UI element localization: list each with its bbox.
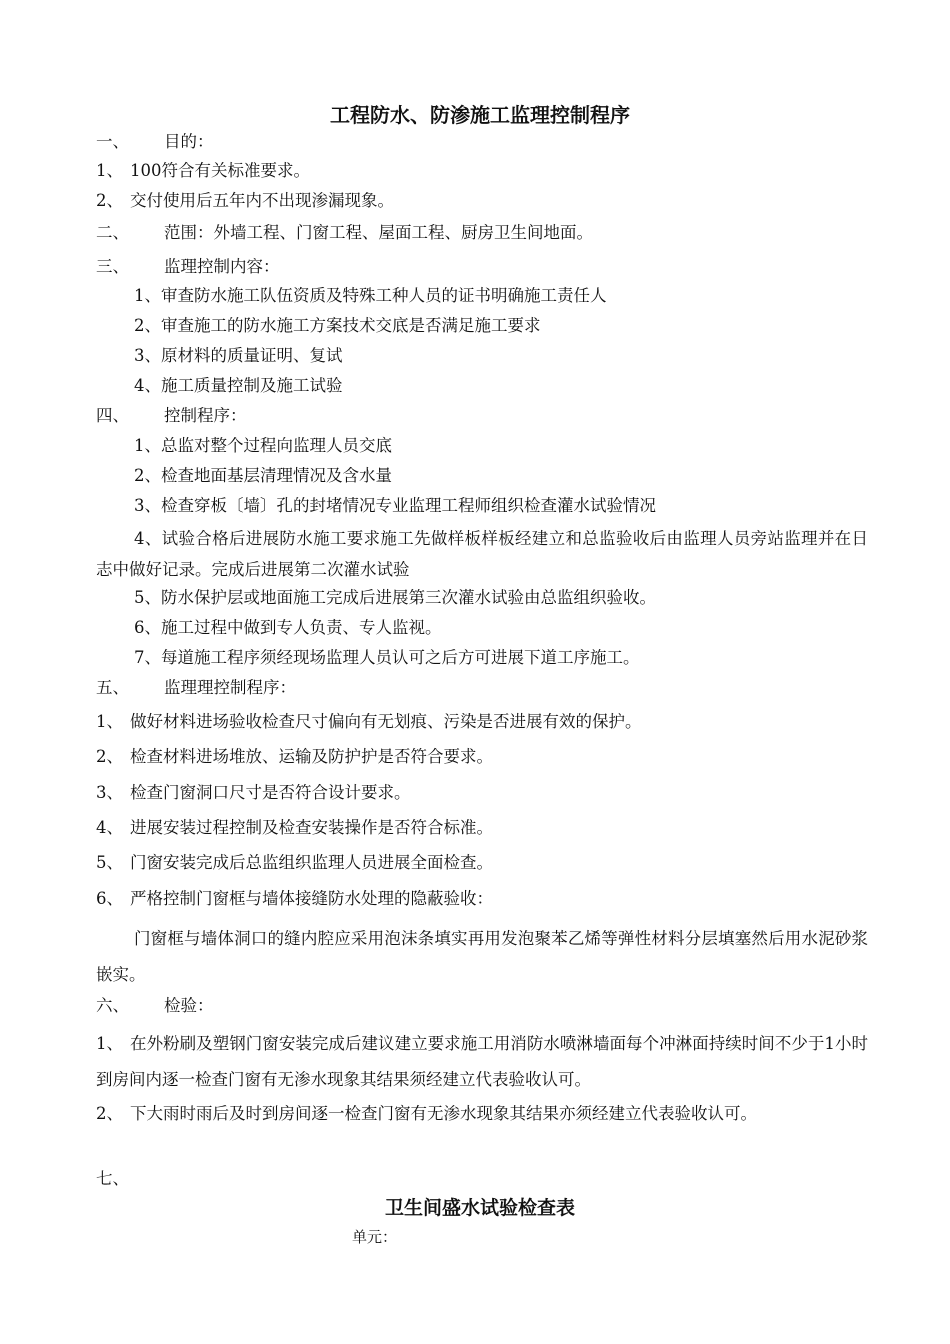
list-item xyxy=(96,711,642,733)
section-7-heading xyxy=(96,1168,164,1190)
item-number: 2、 xyxy=(96,191,123,210)
list-item: 3、原材料的质量证明、复试 xyxy=(134,346,343,365)
section-label: 范围：外墙工程、门窗工程、屋面工程、厨房卫生间地面。 xyxy=(164,223,593,242)
list-item xyxy=(96,160,310,182)
item-number: 1、 xyxy=(96,712,123,731)
body-paragraph: 门窗框与墙体洞口的缝内腔应采用泡沫条填实再用发泡聚苯乙烯等弹性材料分层填塞然后用水泥砂浆嵌实。 xyxy=(96,929,868,984)
list-item xyxy=(96,888,493,910)
item-text: 在外粉刷及塑钢门窗安装完成后建议建立要求施工用消防水喷淋墙面每个冲淋面持续时间不少于1小时到房间内逐一检查门窗有无渗水现象其结果须经建立代表验收认可。 xyxy=(96,1034,868,1089)
list-item: 4、施工质量控制及施工试验 xyxy=(134,376,343,395)
list-item: 6、施工过程中做到专人负责、专人监视。 xyxy=(134,618,442,637)
item-text: 检查门窗洞口尺寸是否符合设计要求。 xyxy=(130,783,411,802)
section-label: 监理理控制程序： xyxy=(164,678,296,697)
section-number: 一、 xyxy=(96,132,129,151)
section-label: 检验： xyxy=(164,996,214,1015)
item-number: 5、 xyxy=(96,853,123,872)
list-item: 5、防水保护层或地面施工完成后进展第三次灌水试验由总监组织验收。 xyxy=(134,588,656,607)
list-item xyxy=(96,190,394,212)
list-item xyxy=(96,1103,757,1125)
item-text: 做好材料进场验收检查尺寸偏向有无划痕、污染是否进展有效的保护。 xyxy=(130,712,642,731)
item-text: 100符合有关标准要求。 xyxy=(130,161,310,180)
list-item xyxy=(96,746,493,768)
section-number: 六、 xyxy=(96,996,129,1015)
list-item: 1、审查防水施工队伍资质及特殊工种人员的证书明确施工责任人 xyxy=(134,286,607,305)
item-number: 2、 xyxy=(96,747,123,766)
item-text: 进展安装过程控制及检查安装操作是否符合标准。 xyxy=(130,818,493,837)
item-text: 严格控制门窗框与墙体接缝防水处理的隐蔽验收： xyxy=(130,889,493,908)
table-title: 卫生间盛水试验检查表 xyxy=(384,1197,575,1219)
item-text: 检查材料进场堆放、运输及防护护是否符合要求。 xyxy=(130,747,493,766)
list-item xyxy=(96,852,493,874)
section-2-heading xyxy=(96,222,593,244)
list-item: 3、检查穿板〔墙〕孔的封堵情况专业监理工程师组织检查灌水试验情况 xyxy=(134,496,656,515)
unit-label: 单元： xyxy=(352,1228,398,1246)
item-number: 1、 xyxy=(96,1034,123,1053)
item-text: 下大雨时雨后及时到房间逐一检查门窗有无渗水现象其结果亦须经建立代表验收认可。 xyxy=(130,1104,757,1123)
list-item xyxy=(96,817,493,839)
item-text: 门窗安装完成后总监组织监理人员进展全面检查。 xyxy=(130,853,493,872)
section-4-heading xyxy=(96,405,247,427)
section-label: 目的： xyxy=(164,132,214,151)
list-item xyxy=(96,782,411,804)
section-label: 控制程序： xyxy=(164,406,247,425)
section-label: 监理控制内容： xyxy=(164,257,280,276)
item-number: 1、 xyxy=(96,161,123,180)
page-title: 工程防水、防渗施工监理控制程序 xyxy=(330,103,630,127)
item-number: 6、 xyxy=(96,889,123,908)
section-3-heading xyxy=(96,256,280,278)
section-number: 七、 xyxy=(96,1169,129,1188)
list-item: 2、审查施工的防水施工方案技术交底是否满足施工要求 xyxy=(134,316,541,335)
item-text: 交付使用后五年内不出现渗漏现象。 xyxy=(130,191,394,210)
section-number: 三、 xyxy=(96,257,129,276)
list-item-paragraph: 4、试验合格后进展防水施工要求施工先做样板样板经建立和总监验收后由监理人员旁站监理并在日志中做好记录。完成后进展第二次灌水试验 xyxy=(96,529,868,579)
section-number: 五、 xyxy=(96,678,129,697)
list-item-paragraph xyxy=(96,1026,868,1098)
item-number: 3、 xyxy=(96,783,123,802)
item-number: 4、 xyxy=(96,818,123,837)
section-6-heading xyxy=(96,995,214,1017)
section-5-heading xyxy=(96,677,296,699)
section-number: 二、 xyxy=(96,223,129,242)
list-item: 7、每道施工程序须经现场监理人员认可之后方可进展下道工序施工。 xyxy=(134,648,640,667)
section-number: 四、 xyxy=(96,406,129,425)
item-number: 2、 xyxy=(96,1104,123,1123)
list-item: 1、总监对整个过程向监理人员交底 xyxy=(134,436,392,455)
section-1-heading xyxy=(96,131,214,153)
list-item: 2、检查地面基层清理情况及含水量 xyxy=(134,466,392,485)
